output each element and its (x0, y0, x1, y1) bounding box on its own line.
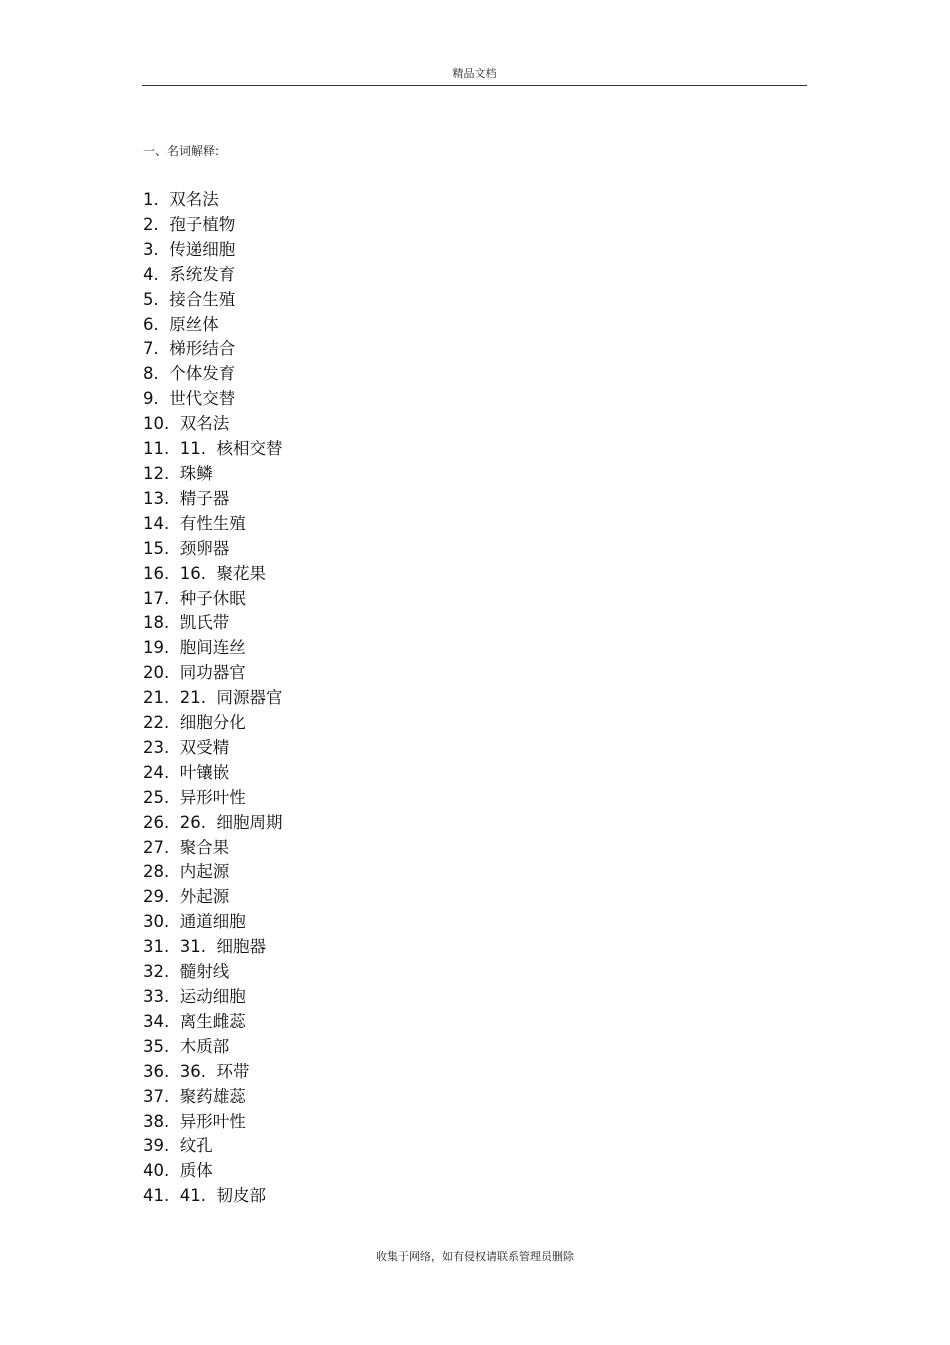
term-item: 37. 聚药雄蕊 (143, 1086, 246, 1106)
term-item: 19. 胞间连丝 (143, 638, 246, 658)
term-item: 2. 孢子植物 (143, 214, 236, 234)
term-item: 39. 纹孔 (143, 1136, 213, 1156)
term-item: 15. 颈卵器 (143, 538, 230, 558)
term-item: 26. 26. 细胞周期 (143, 812, 283, 832)
term-item: 25. 异形叶性 (143, 787, 246, 807)
term-item: 8. 个体发育 (143, 364, 236, 384)
term-item: 28. 内起源 (143, 862, 230, 882)
term-item: 16. 16. 聚花果 (143, 563, 266, 583)
term-item: 13. 精子器 (143, 488, 230, 508)
term-item: 9. 世代交替 (143, 389, 236, 409)
term-item: 24. 叶镶嵌 (143, 762, 230, 782)
section-title: 一、名词解释: (143, 144, 220, 158)
term-item: 35. 木质部 (143, 1036, 230, 1056)
term-item: 38. 异形叶性 (143, 1111, 246, 1131)
page-footer: 收集于网络，如有侵权请联系管理员删除 (376, 1250, 574, 1263)
term-item: 18. 凯氏带 (143, 613, 230, 633)
term-item: 17. 种子休眠 (143, 588, 246, 608)
term-item: 22. 细胞分化 (143, 713, 246, 733)
header-title: 精品文档 (452, 67, 497, 80)
term-item: 41. 41. 韧皮部 (143, 1186, 266, 1206)
term-item: 30. 通道细胞 (143, 912, 246, 932)
term-item: 4. 系统发育 (143, 264, 236, 284)
term-item: 23. 双受精 (143, 737, 230, 757)
term-item: 10. 双名法 (143, 414, 230, 434)
term-item: 32. 髓射线 (143, 962, 230, 982)
term-item: 31. 31. 细胞器 (143, 937, 266, 957)
term-item: 29. 外起源 (143, 887, 230, 907)
term-item: 12. 珠鳞 (143, 463, 213, 483)
term-item: 11. 11. 核相交替 (143, 439, 283, 459)
term-item: 40. 质体 (143, 1161, 213, 1181)
term-item: 3. 传递细胞 (143, 239, 236, 259)
term-item: 27. 聚合果 (143, 837, 230, 857)
term-list (143, 188, 282, 1209)
term-item: 7. 梯形结合 (143, 339, 236, 359)
term-item: 20. 同功器官 (143, 663, 246, 683)
term-item: 14. 有性生殖 (143, 513, 246, 533)
term-item: 6. 原丝体 (143, 314, 219, 334)
term-item: 5. 接合生殖 (143, 289, 236, 309)
term-item: 1. 双名法 (143, 190, 219, 209)
term-item: 36. 36. 环带 (143, 1061, 250, 1081)
term-item: 21. 21. 同源器官 (143, 688, 283, 708)
term-item: 33. 运动细胞 (143, 987, 246, 1006)
page-header (142, 66, 807, 86)
term-item: 34. 离生雌蕊 (143, 1011, 246, 1031)
